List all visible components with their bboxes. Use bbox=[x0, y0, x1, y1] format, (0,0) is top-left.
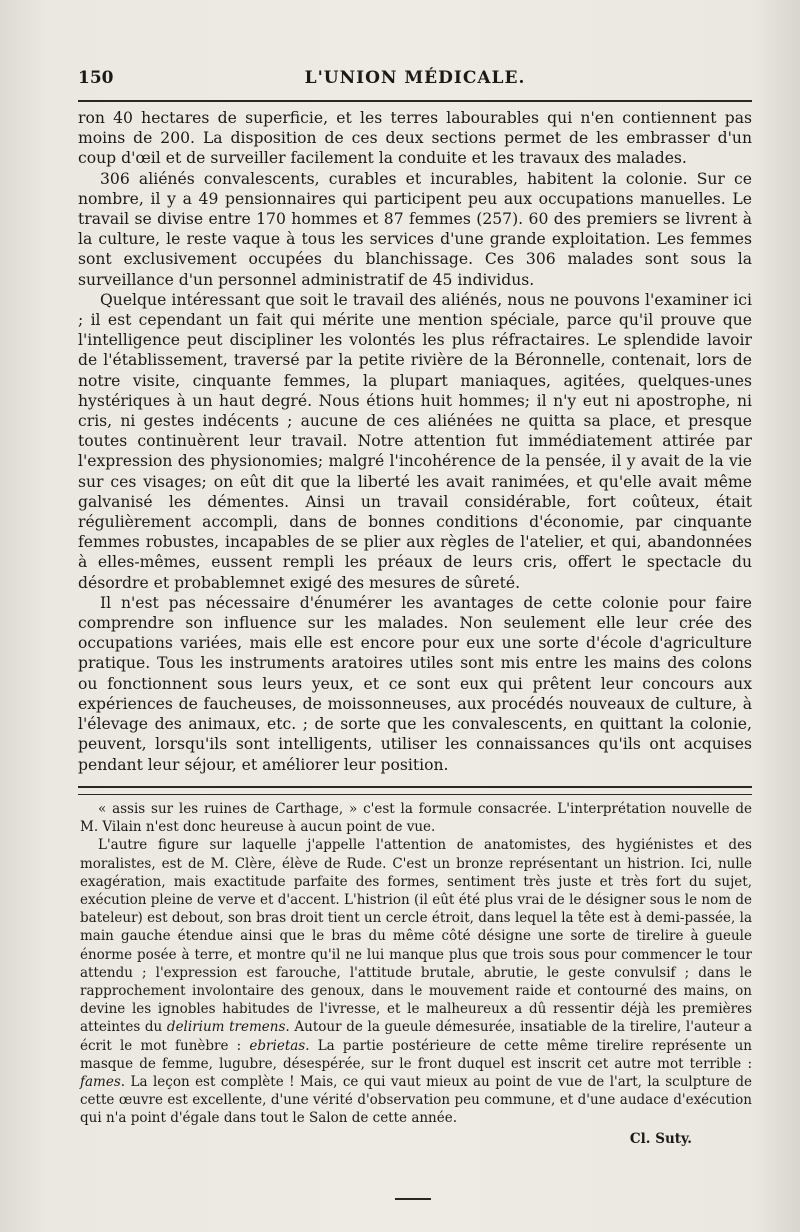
note-emphasis-fames: fames bbox=[80, 1074, 121, 1091]
page-header bbox=[78, 68, 752, 98]
header-rule bbox=[78, 100, 752, 102]
note-text-b: . Autour de la gueule démesurée, insatiable de la tirelire, l'auteur a écrit le mot funèbre : bbox=[80, 1019, 752, 1054]
paragraph-4: Il n'est pas nécessaire d'énumérer les avantages de cette colonie pour faire comprendre son influence sur les malades. Non seulement elle leur crée des occupations variées, mais elle est encore pour eux une sorte d'école d'agriculture pratique. Tous les instruments aratoires utiles sont mis entre les mains des colons ou fonctionnent sous leurs yeux, et ce sont eux qui prêtent leur concours aux expériences de faucheuses, de moissonneuses, aux procédés nouveaux de culture, à l'élevage des animaux, etc. ; de sorte que les convalescents, en quittant la colonie, peuvent, lorsqu'ils sont intelligents, utiliser les connaissances qu'ils ont acquises pendant leur séjour, et améliorer leur position. bbox=[78, 593, 752, 774]
paragraph-2: 306 aliénés convalescents, curables et incurables, habitent la colonie. Sur ce nombre, il y a 49 pensionnaires qui participent peu aux occupations manuelles. Le travail se divise entre 170 hommes et 87 femmes (257). 60 des premiers se livrent à la culture, le reste vaque à tous les services d'une grande exploitation. Les femmes sont exclusivement occupées du blanchissage. Ces 306 malades sont sous la surveillance d'un personnel administratif de 45 individus. bbox=[78, 169, 752, 289]
signature: Cl. Suty. bbox=[629, 1130, 692, 1147]
note-text-c: . La partie postérieure de cette même tirelire représente un masque de femme, lugubre, désespérée, sur le front duquel est inscrit cet autre mot terrible : bbox=[80, 1037, 753, 1072]
page-number: 150 bbox=[78, 68, 114, 88]
footer-rule bbox=[395, 1198, 431, 1200]
feuilleton-text bbox=[80, 800, 752, 1148]
main-text bbox=[78, 108, 752, 775]
paragraph-3: Quelque intéressant que soit le travail des aliénés, nous ne pouvons l'examiner ici ; il est cependant un fait qui mérite une mention spéciale, parce qu'il prouve que l'intelligence peut discipliner les volontés les plus réfractaires. Le splendide lavoir de l'établissement, traversé par la petite rivière de la Béronnelle, contenait, lors de notre visite, cinquante femmes, la plupart maniaques, agitées, quelques-unes hystériques à un haut degré. Nous étions huit hommes; il n'y eut ni apostrophe, ni cris, ni gestes indécents ; aucune de ces aliénées ne quitta sa place, et presque toutes continuèrent leur travail. Notre attention fut immédiatement attirée par l'expression des physionomies; malgré l'incohérence de la pensée, il y avait de la vie sur ces visages; on eût dit que la liberté les avait ranimées, et qu'elle avait même galvanisé les démentes. Ainsi un travail considérable, fort coûteux, était régulièrement accompli, dans de bonnes conditions d'économie, par cinquante femmes robustes, incapables de se plier aux règles de l'atelier, et qui, abandonnées à elles-mêmes, eussent rempli les préaux de leurs cris, offert le spectacle du désordre et probablemnet exigé des mesures de sûreté. bbox=[78, 290, 752, 592]
note-text-a: L'autre figure sur laquelle j'appelle l'attention de anatomistes, des hygiénistes et des moralistes, est de M. Clère, élève de Rude. C'est un bronze représentant un histrion. Ici, nulle exagération, mais exactitude parfaite des formes, sentiment très juste et très fort du sujet, exécution pleine de verve et d'accent. L'histrion (il eût été plus vrai de le désigner sous le nom de bateleur) est debout, son bras droit tient un cercle étroit, dans lequel la tête est à demi-passée, la main gauche étendue ainsi que le bras du même côté désigne une sorte de tirelire à gueule énorme posée à terre, et montre qu'il ne lui manque plus que trois sous pour commencer le tour attendu ; l'expression est farouche, l'attitude brutale, abrutie, le geste convulsif ; dans le rapprochement involontaire des genoux, dans le mouvement raide et contourné des mains, on devine les ignobles habitudes de l'ivresse, et le malheureux a dû ressentir déjà les premières atteintes du bbox=[80, 837, 752, 1036]
note-paragraph-2 bbox=[80, 836, 752, 1127]
note-text-d: . La leçon est complète ! Mais, ce qui vaut mieux au point de vue de l'art, la sculpture de cette œuvre est excellente, d'une vérité d'observation peu commune, et d'une audace d'exécution qui n'a point d'égale dans tout le Salon de cette année. bbox=[80, 1074, 752, 1127]
note-paragraph-1: « assis sur les ruines de Carthage, » c'est la formule consacrée. L'interprétation nouvelle de M. Vilain n'est donc heureuse à aucun point de vue. bbox=[80, 801, 752, 836]
feuilleton-separator bbox=[78, 786, 752, 795]
note-emphasis-delirium: delirium tremens bbox=[166, 1019, 286, 1036]
running-title: L'UNION MÉDICALE. bbox=[304, 68, 526, 88]
paragraph-1: ron 40 hectares de superficie, et les terres labourables qui n'en contiennent pas moins de 200. La disposition de ces deux sections permet de les embrasser d'un coup d'œil et de surveiller facilement la conduite et les travaux des malades. bbox=[78, 109, 752, 168]
note-emphasis-ebrietas: ebrietas bbox=[249, 1037, 306, 1054]
